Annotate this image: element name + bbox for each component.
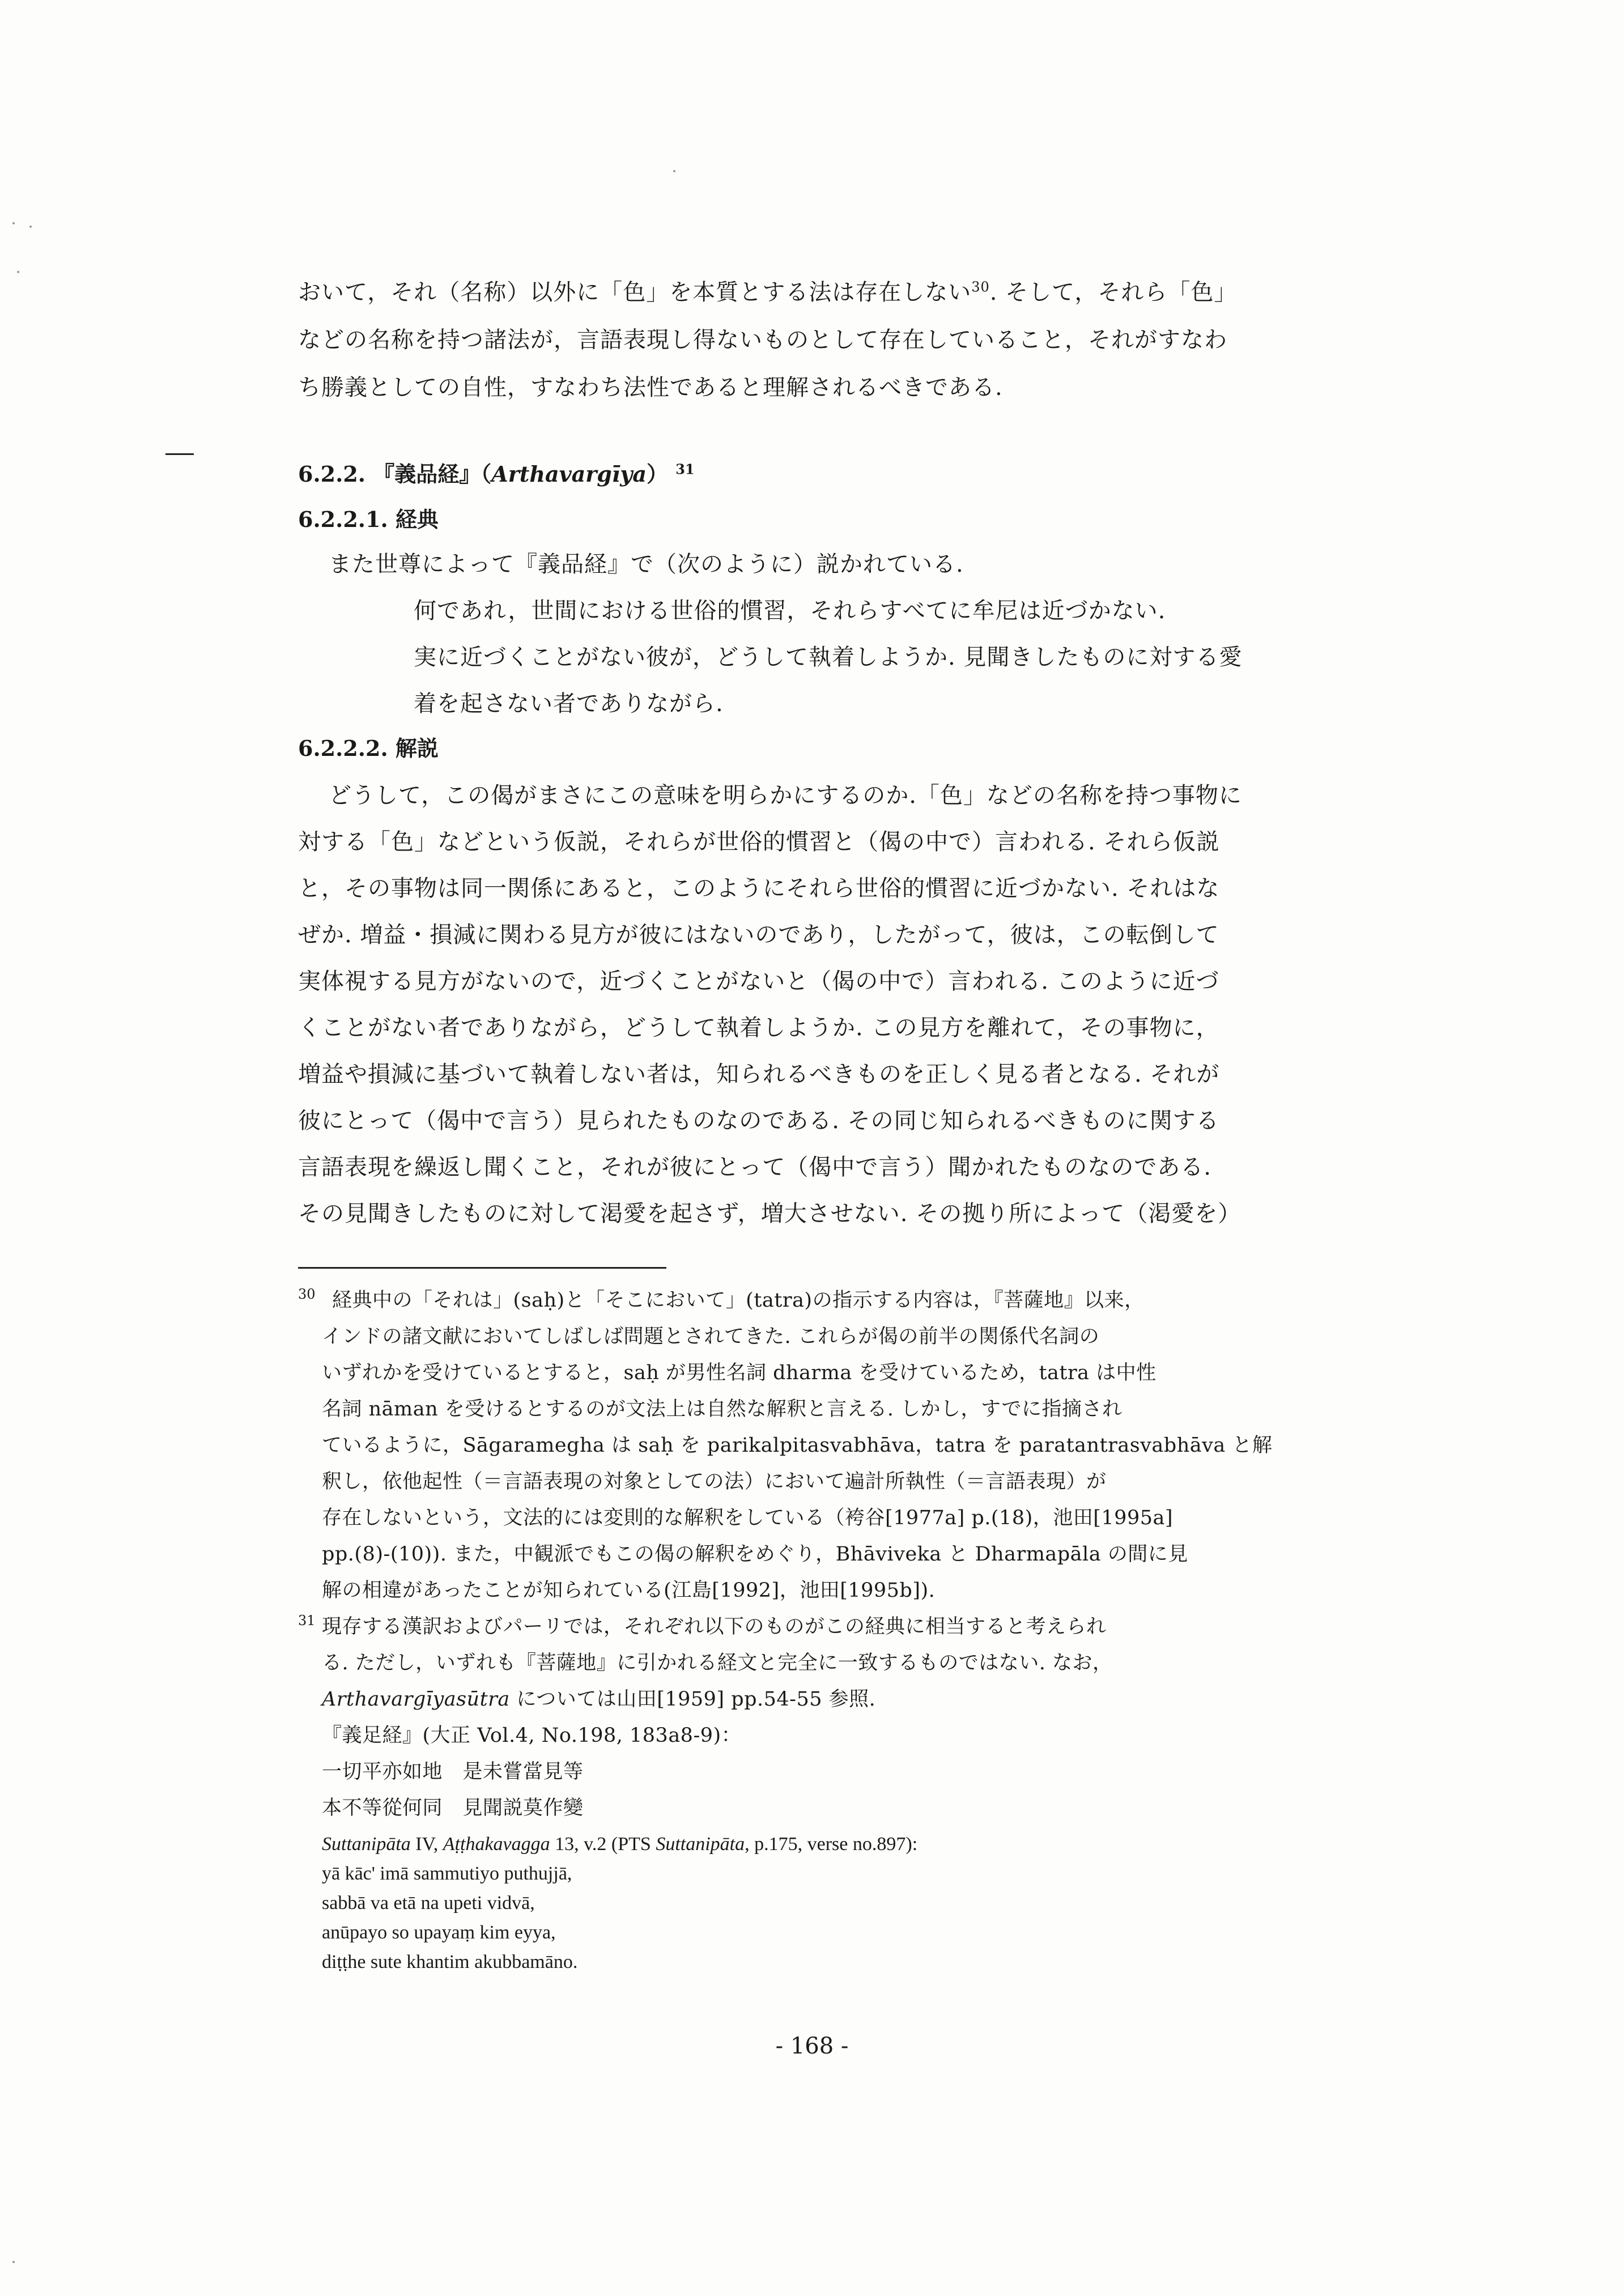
scan-speck <box>29 226 32 228</box>
footnote-separator <box>298 1267 666 1269</box>
pali-verse-line: yā kāc' imā sammutiyo puthujjā, <box>322 1863 572 1884</box>
footnote-30-line: インドの諸文献においてしばしば問題とされてきた. これらが偈の前半の関係代名詞の <box>322 1325 1100 1348</box>
verse-line-2: 実に近づくことがない彼が，どうして執着しようか. 見聞きしたものに対する愛 <box>414 644 1243 670</box>
scan-speck <box>17 271 19 273</box>
footnote-31-chinese-verse: 本不等從何同 見聞説莫作變 <box>322 1797 584 1819</box>
page-number: - 168 - <box>775 2033 849 2059</box>
footnote-31-mark: 31 <box>298 1613 316 1629</box>
footnote-30-line: 釈し，依他起性（＝言語表現の対象としての法）において遍計所執性（＝言語表現）が <box>322 1470 1107 1493</box>
margin-rule <box>165 453 194 455</box>
continuation-line-2: などの名称を持つ諸法が，言語表現し得ないものとして存在していること，それがすなわ <box>298 327 1227 353</box>
footnote-31-pali-source: Suttanipāta IV, Aṭṭhakavagga 13, v.2 (PTS Suttanipāta, p.175, verse no.897): <box>322 1834 918 1855</box>
sutra-intro: また世尊によって『義品経』で（次のように）説かれている. <box>329 551 964 577</box>
verse-line-3: 着を起さない者でありながら. <box>414 691 724 717</box>
footnote-30-line: pp.(8)-(10)). また，中観派でもこの偈の解釈をめぐり，Bhāviveka と Dharmapāla の間に見 <box>322 1543 1188 1566</box>
subheading-sutra: 6.2.2.1. 経典 <box>298 507 439 532</box>
footnote-30-line: 解の相違があったことが知られている(江島[1992]，池田[1995b]). <box>322 1579 936 1602</box>
pali-verse-line: diṭṭhe sute khantim akubbamāno. <box>322 1951 578 1972</box>
verse-line-1: 何であれ，世間における世俗的慣習，それらすべてに牟尼は近づかない. <box>414 598 1166 624</box>
footnote-30-line: いずれかを受けているとすると，saḥ が男性名詞 dharma を受けているため，tatra は中性 <box>322 1362 1157 1384</box>
scan-speck <box>12 222 15 224</box>
explanation-line: 彼にとって（偈中で言う）見られたものなのである. その同じ知られるべきものに関する <box>298 1108 1219 1134</box>
footnote-31-line: 『義足経』(大正 Vol.4, No.198, 183a8-9)： <box>322 1724 742 1747</box>
footnote-31-line: Arthavargīyasūtra については山田[1959] pp.54-55 参照. <box>322 1688 876 1711</box>
pali-verse-line: anūpayo so upayaṃ kim eyya, <box>322 1922 556 1943</box>
continuation-line-1: おいて，それ（名称）以外に「色」を本質とする法は存在しない$^{30}$. そして，それら「色」 <box>298 279 1238 305</box>
continuation-line-3: ち勝義としての自性，すなわち法性であると理解されるべきである. <box>298 375 1003 401</box>
explanation-line: くことがない者でありながら，どうして執着しようか. この見方を離れて，その事物に， <box>298 1015 1219 1041</box>
explanation-line: 対する「色」などという仮説，それらが世俗的慣習と（偈の中で）言われる. それら仮説 <box>298 829 1220 855</box>
scan-speck <box>12 2261 15 2263</box>
footnote-30-line: ているように，Sāgaramegha は saḥ を parikalpitasvabhāva，tatra を paratantrasvabhāva と解 <box>322 1434 1273 1457</box>
footnote-30-mark: 30 <box>298 1286 316 1302</box>
subheading-commentary: 6.2.2.2. 解説 <box>298 735 439 761</box>
explanation-line: 実体視する見方がないので，近づくことがないと（偈の中で）言われる. このように近づ <box>298 968 1219 994</box>
footnote-31-line: る. ただし，いずれも『菩薩地』に引かれる経文と完全に一致するものではない. なお， <box>322 1652 1113 1674</box>
explanation-line: どうして，この偈がまさにこの意味を明らかにするのか.「色」などの名称を持つ事物に <box>329 783 1242 809</box>
pali-verse-line: sabbā va etā na upeti vidvā, <box>322 1893 535 1914</box>
footnote-31-chinese-verse: 一切平亦如地 是未嘗當見等 <box>322 1761 584 1783</box>
section-heading: 6.2.2. 『義品経』（Arthavargīya） $^{31}$ <box>298 461 695 487</box>
explanation-line: ぜか. 増益・損減に関わる見方が彼にはないのであり，したがって，彼は，この転倒して <box>298 922 1219 948</box>
explanation-line: と，その事物は同一関係にあると，このようにそれら世俗的慣習に近づかない. それはな <box>298 875 1220 902</box>
explanation-line: 言語表現を繰返し聞くこと，それが彼にとって（偈中で言う）聞かれたものなのである. <box>298 1154 1211 1180</box>
explanation-line: その見聞きしたものに対して渇愛を起さず，増大させない. その拠り所によって（渇愛を） <box>298 1201 1242 1227</box>
footnote-30-line: 存在しないという，文法的には変則的な解釈をしている（袴谷[1977a] p.(18)，池田[1995a] <box>322 1507 1174 1529</box>
footnote-31-line: 現存する漢訳およびパーリでは，それぞれ以下のものがこの経典に相当すると考えられ <box>322 1615 1107 1638</box>
scan-speck <box>673 170 675 172</box>
explanation-line: 増益や損減に基づいて執着しない者は，知られるべきものを正しく見る者となる. それが <box>298 1061 1220 1087</box>
footnote-30-line: 経典中の「それは」(saḥ)と「そこにおいて」(tatra)の指示する内容は，『菩薩地』以来， <box>332 1289 1145 1312</box>
footnote-30-line: 名詞 nāman を受けるとするのが文法上は自然な解釈と言える. しかし，すでに指摘され <box>322 1398 1123 1421</box>
